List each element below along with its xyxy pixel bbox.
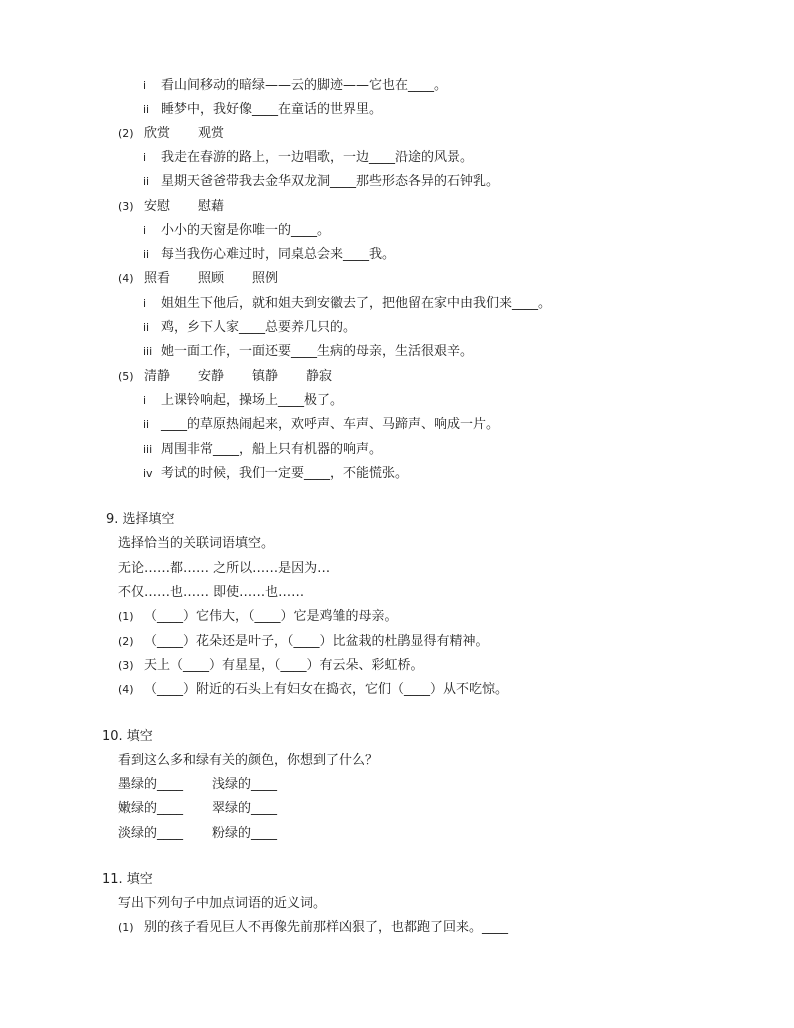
roman-numeral: ii [143,103,150,116]
sentence-text: （____）附近的石头上有妇女在捣衣，它们（____）从不吃惊。 [144,682,509,697]
roman-numeral: i [143,151,147,164]
q11-item-1 [118,919,508,937]
q8-g5-words [118,368,332,386]
q8-g4-s2 [143,319,356,337]
roman-numeral: i [143,224,147,237]
sentence-text: 鸡，乡下人家____总要养几只的。 [161,320,357,335]
roman-numeral: i [143,297,147,310]
roman-numeral: ii [143,418,150,431]
sentence-text: 睡梦中，我好像____在童话的世界里。 [161,102,383,117]
color-blank: 浅绿的____ [212,777,278,792]
sentence-text: （____）花朵还是叶子，（____）比盆栽的杜鹃显得有精神。 [144,634,489,649]
q8-g4-s3 [143,343,473,361]
q10-row-2b [212,800,277,818]
sentence-text: 她一面工作，一面还要____生病的母亲，生活很艰辛。 [161,344,474,359]
roman-numeral: iii [143,345,153,358]
q8-g5-s4 [143,465,408,483]
color-blank: 淡绿的____ [118,826,184,841]
sub-number: (3) [118,200,134,213]
q11-title: 11. 填空 [102,872,153,887]
sentence-text: 周围非常____，船上只有机器的响声。 [161,442,383,457]
sub-number: (4) [118,272,134,285]
q9-title: 9. 选择填空 [106,512,175,527]
sentence-text: 看山间移动的暗绿——云的脚迹——它也在____。 [161,78,448,93]
word-option: 照顾 [198,271,225,286]
roman-numeral: i [143,394,147,407]
q10-row-3 [118,825,183,843]
sub-number: (1) [118,610,134,623]
sub-number: (2) [118,127,134,140]
word-option: 镇静 [252,369,279,384]
word-option: 欣赏 [144,126,171,141]
q10-row-2 [118,800,183,818]
q11-instruction: 写出下列句子中加点词语的近义词。 [118,896,327,911]
roman-numeral: iv [143,467,153,480]
sentence-text: ____的草原热闹起来，欢呼声、车声、马蹄声、响成一片。 [161,417,500,432]
sentence-text: 星期天爸爸带我去金华双龙洞____那些形态各异的石钟乳。 [161,174,500,189]
q8-g2-s1 [143,149,473,167]
q8-g3-words [118,198,224,216]
q8-g5-s1 [143,392,343,410]
q8-g5-s3 [143,441,382,459]
q8-g4-s1 [143,295,551,313]
word-option: 观赏 [198,126,225,141]
color-blank: 粉绿的____ [212,826,278,841]
q8-g5-s2 [143,416,499,434]
q9-options-2: 不仅……也…… 即使……也…… [118,585,305,600]
word-option: 静寂 [306,369,333,384]
q10-row-3b [212,825,277,843]
color-blank: 墨绿的____ [118,777,184,792]
word-option: 照例 [252,271,279,286]
roman-numeral: ii [143,321,150,334]
sub-number: (3) [118,659,134,672]
q8-g1-s1 [143,77,447,95]
word-option: 慰藉 [198,199,225,214]
q10-row-1 [118,776,183,794]
q10-row-1b [212,776,277,794]
roman-numeral: ii [143,175,150,188]
color-blank: 嫩绿的____ [118,801,184,816]
q10-instruction: 看到这么多和绿有关的颜色，你想到了什么？ [118,753,379,768]
sub-number: (4) [118,683,134,696]
q8-g2-s2 [143,173,499,191]
q8-g3-s2 [143,246,395,264]
q10-title: 10. 填空 [102,729,153,744]
word-option: 安静 [198,369,225,384]
sentence-text: 小小的天窗是你唯一的____。 [161,223,331,238]
roman-numeral: iii [143,443,153,456]
q9-item-3 [118,657,424,675]
sub-number: (2) [118,635,134,648]
sub-number: (5) [118,370,134,383]
q8-g2-words [118,125,224,143]
q9-instruction: 选择恰当的关联词语填空。 [118,536,275,551]
q9-item-2 [118,633,489,651]
color-blank: 翠绿的____ [212,801,278,816]
sentence-text: 考试的时候，我们一定要____，不能慌张。 [161,466,409,481]
q9-item-1 [118,608,398,626]
word-option: 照看 [144,271,171,286]
q9-item-4 [118,681,508,699]
sentence-text: 天上（____）有星星，（____）有云朵、彩虹桥。 [144,658,424,673]
word-option: 清静 [144,369,171,384]
q8-g1-s2 [143,101,382,119]
sentence-text: 上课铃响起，操场上____极了。 [161,393,344,408]
q8-g4-words [118,270,278,288]
word-option: 安慰 [144,199,171,214]
q9-options-1: 无论……都…… 之所以……是因为… [118,561,331,576]
sentence-text: 别的孩子看见巨人不再像先前那样凶狠了，也都跑了回来。____ [144,920,509,935]
sentence-text: 姐姐生下他后，就和姐夫到安徽去了，把他留在家中由我们来____。 [161,296,552,311]
roman-numeral: i [143,79,147,92]
sentence-text: （____）它伟大，（____）它是鸡雏的母亲。 [144,609,398,624]
sentence-text: 每当我伤心难过时，同桌总会来____我。 [161,247,396,262]
roman-numeral: ii [143,248,150,261]
sentence-text: 我走在春游的路上，一边唱歌，一边____沿途的风景。 [161,150,474,165]
sub-number: (1) [118,921,134,934]
q8-g3-s1 [143,222,330,240]
